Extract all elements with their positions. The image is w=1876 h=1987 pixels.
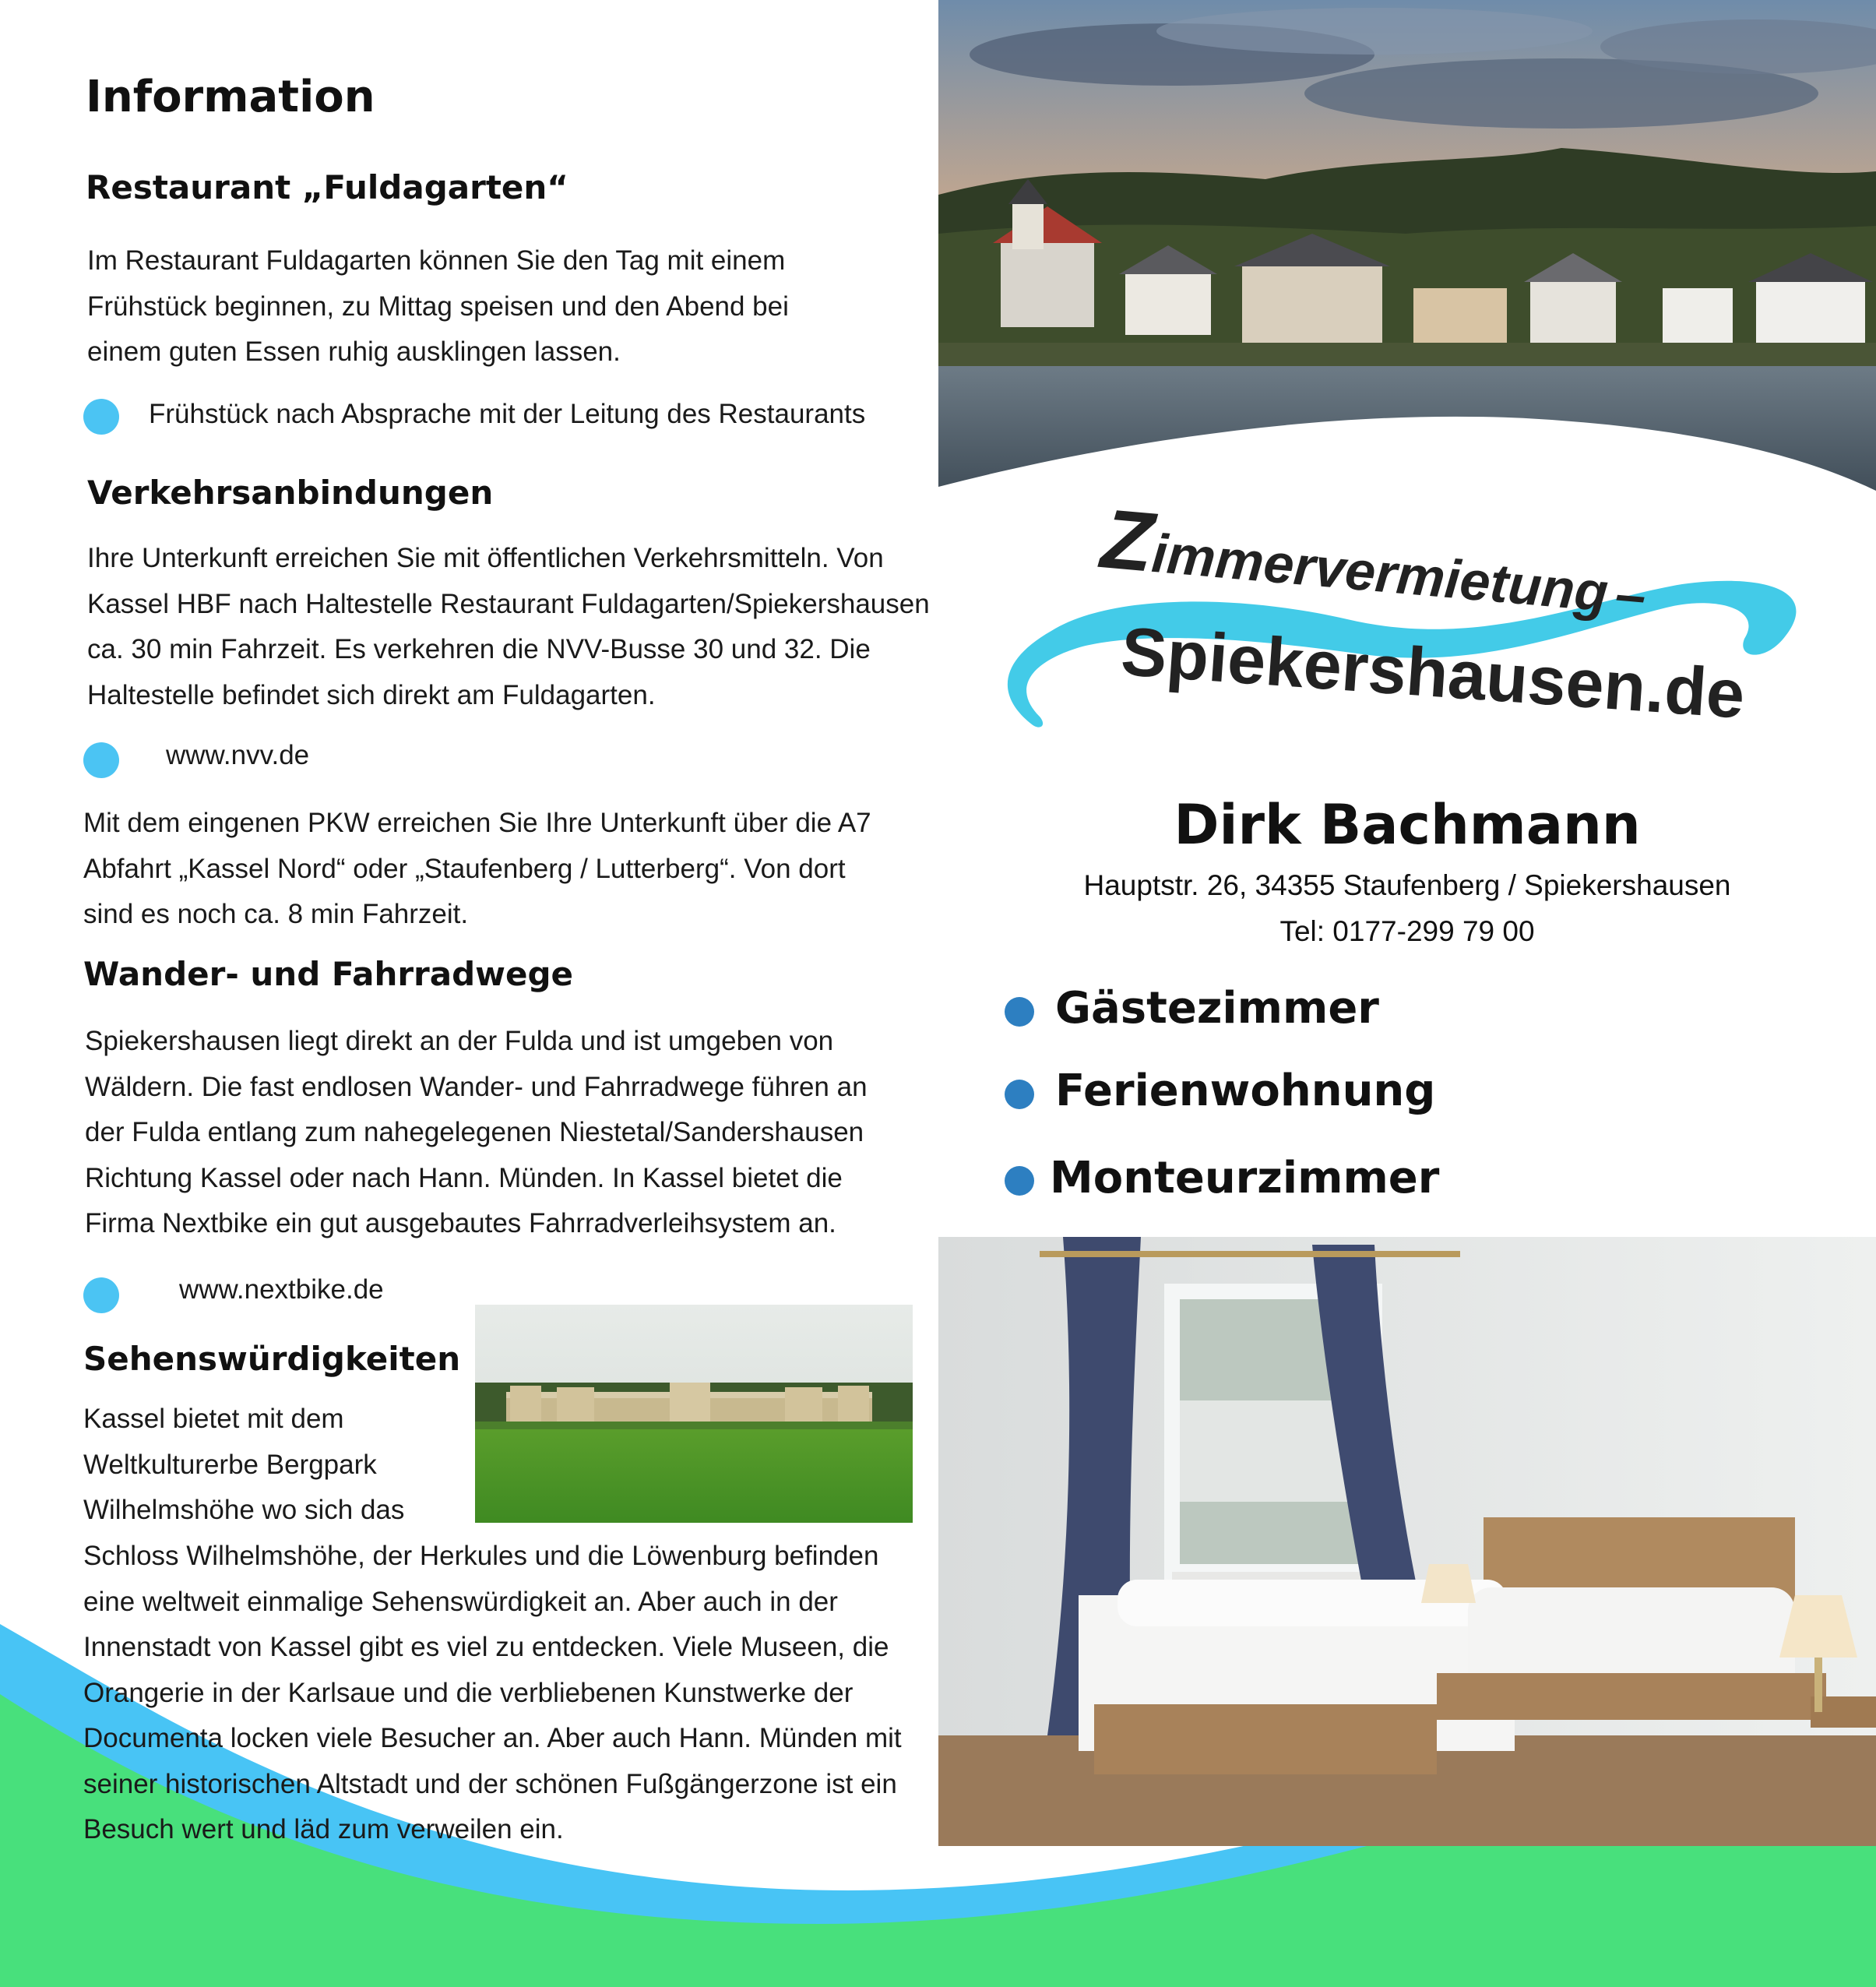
text-line: Ihre Unterkunft erreichen Sie mit öffentlichen Verkehrsmitteln. Von — [87, 543, 884, 573]
service-dot — [1005, 1166, 1034, 1196]
contact-phone: Tel: 0177-299 79 00 — [1279, 915, 1535, 947]
text-line: der Fulda entlang zum nahegelegenen Niestetal/Sandershausen — [85, 1117, 864, 1147]
text-line: Wilhelmshöhe wo sich das — [83, 1495, 405, 1525]
text-line: Documenta locken viele Besucher an. Aber auch Hann. Münden mit — [83, 1723, 902, 1753]
logo-dash: – — [1613, 562, 1649, 627]
restaurant-heading: Restaurant „Fuldagarten“ — [86, 168, 568, 206]
text-line: Schloss Wilhelmshöhe, der Herkules und die Löwenburg befinden — [83, 1541, 879, 1571]
text-line: ca. 30 min Fahrzeit. Es verkehren die NVV-Busse 30 und 32. Die — [87, 634, 871, 664]
service-dot — [1005, 1080, 1034, 1109]
service-ferienwohnung: Ferienwohnung — [1055, 1066, 1436, 1116]
sights-text — [83, 1534, 902, 1853]
text-line: Frühstück beginnen, zu Mittag speisen und den Abend bei — [87, 291, 789, 322]
nextbike-link[interactable]: www.nextbike.de — [179, 1274, 384, 1305]
contact-name: Dirk Bachmann — [1174, 793, 1641, 857]
contact-address: Hauptstr. 26, 34355 Staufenberg / Spiekershausen — [1083, 869, 1731, 901]
page-title: Information — [86, 72, 375, 122]
logo-line2: Spiekershausen.de — [1118, 612, 1748, 733]
restaurant-bullet: Frühstück nach Absprache mit der Leitung des Restaurants — [149, 399, 866, 429]
town-river-photo — [938, 0, 1876, 499]
text-line: Kassel bietet mit dem — [83, 1404, 344, 1434]
text-line: einem guten Essen ruhig ausklingen lassen. — [87, 336, 621, 367]
logo-cap-z: Z — [1097, 491, 1158, 590]
hiking-heading: Wander- und Fahrradwege — [83, 955, 574, 993]
service-gaestezimmer: Gästezimmer — [1055, 983, 1379, 1034]
service-monteurzimmer: Monteurzimmer — [1050, 1153, 1440, 1203]
sights-heading: Sehenswürdigkeiten — [83, 1340, 461, 1378]
text-line: Richtung Kassel oder nach Hann. Münden. In Kassel bietet die — [85, 1162, 843, 1193]
text-line: Weltkulturerbe Bergpark — [83, 1449, 377, 1480]
text-line: Innenstadt von Kassel gibt es viel zu entdecken. Viele Museen, die — [83, 1632, 889, 1662]
text-line: Spiekershausen liegt direkt an der Fulda und ist umgeben von — [85, 1026, 834, 1056]
text-line: Haltestelle befindet sich direkt am Fuldagarten. — [87, 679, 656, 710]
text-line: Mit dem eingenen PKW erreichen Sie Ihre Unterkunft über die A7 — [83, 808, 871, 838]
text-line: Firma Nextbike ein gut ausgebautes Fahrradverleihsystem an. — [85, 1208, 836, 1238]
logo-word-zimmervermietung: immervermietung — [1149, 522, 1611, 623]
text-line: Im Restaurant Fuldagarten können Sie den Tag mit einem — [87, 245, 786, 276]
text-line: eine weltweit einmalige Sehenswürdigkeit an. Aber auch in der — [83, 1586, 838, 1617]
text-line: Besuch wert und läd zum verweilen ein. — [83, 1814, 564, 1844]
transport-heading: Verkehrsanbindungen — [87, 474, 494, 512]
bedroom-photo — [938, 1237, 1876, 1846]
text-line: Orangerie in der Karlsaue und die verbliebenen Kunstwerke der — [83, 1677, 854, 1708]
service-dot — [1005, 997, 1034, 1027]
nvv-link[interactable]: www.nvv.de — [166, 740, 310, 770]
text-line: Wäldern. Die fast endlosen Wander- und Fahrradwege führen an — [85, 1071, 868, 1102]
text-line: seiner historischen Altstadt und der schönen Fußgängerzone ist ein — [83, 1768, 897, 1799]
text-line: sind es noch ca. 8 min Fahrzeit. — [83, 899, 469, 929]
text-line: Abfahrt „Kassel Nord“ oder „Staufenberg / Lutterberg“. Von dort — [83, 853, 846, 884]
text-line: Kassel HBF nach Haltestelle Restaurant Fuldagarten/Spiekershausen — [87, 588, 930, 619]
